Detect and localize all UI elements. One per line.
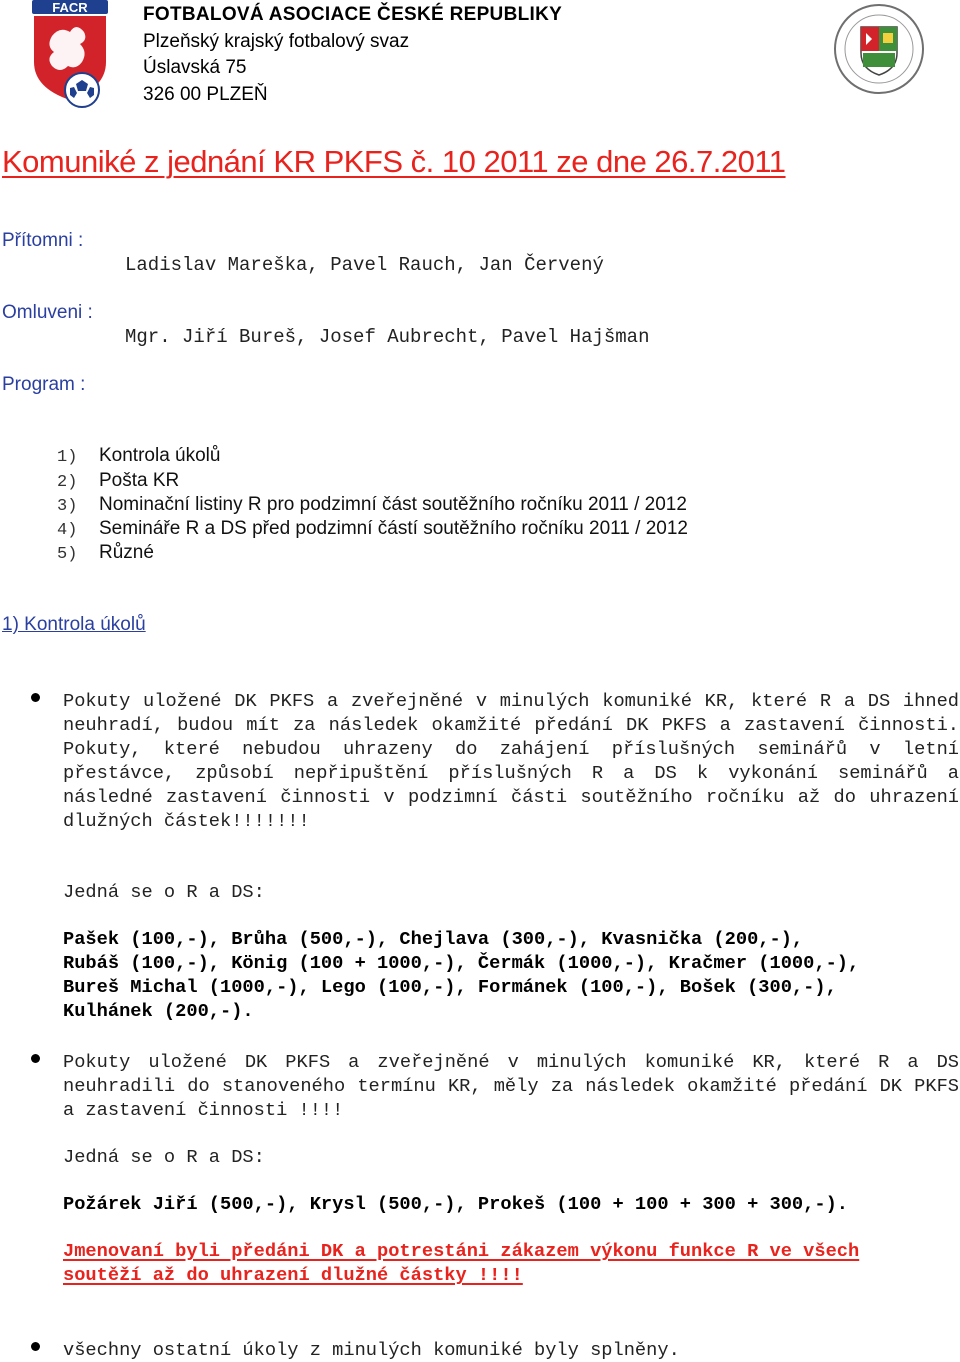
program-item-text: Semináře R a DS před podzimní částí soutěžního ročníku 2011 / 2012 xyxy=(99,518,688,539)
plzen-regional-fa-seal-icon xyxy=(833,3,925,95)
program-item-text: Nominační listiny R pro podzimní část soutěžního ročníku 2011 / 2012 xyxy=(99,494,687,515)
address-city: 326 00 PLZEŇ xyxy=(143,84,268,105)
referee-list-line: Pašek (100,-), Brůha (500,-), Chejlava (300,-), Kvasnička (200,-), xyxy=(63,928,804,950)
facr-logo-text: FACR xyxy=(52,0,88,15)
present-label: Přítomni : xyxy=(2,230,84,251)
referee-list-line: Bureš Michal (1000,-), Lego (100,-), Formánek (100,-), Bošek (300,-), xyxy=(63,976,837,998)
bullet-icon xyxy=(31,1054,40,1063)
program-item-text: Pošta KR xyxy=(99,470,180,491)
warning-line: soutěží až do uhrazení dlužné částky !!!! xyxy=(63,1264,523,1286)
program-item-number: 4) xyxy=(57,521,78,540)
facr-lion-logo-icon xyxy=(30,0,110,112)
warning-line: Jmenovaní byli předáni DK a potrestáni zákazem výkonu funkce R ve všech xyxy=(63,1240,860,1262)
bullet-icon xyxy=(31,693,40,702)
pkfs-seal-logo xyxy=(833,3,925,95)
program-item-text: Různé xyxy=(99,542,154,563)
referee-list-line: Kulhánek (200,-). xyxy=(63,1000,254,1022)
program-label: Program : xyxy=(2,374,86,395)
program-item-number: 3) xyxy=(57,497,78,516)
section-heading: 1) Kontrola úkolů xyxy=(2,614,146,635)
bullet-paragraph: všechny ostatní úkoly z minulých komuniké byly splněny. xyxy=(63,1339,680,1361)
present-names: Ladislav Mareška, Pavel Rauch, Jan Červený xyxy=(125,254,604,276)
sub-organization-name: Plzeňský krajský fotbalový svaz xyxy=(143,31,410,52)
facr-logo xyxy=(30,0,110,112)
program-item-number: 1) xyxy=(57,448,78,467)
address-street: Úslavská 75 xyxy=(143,57,247,78)
document-title: Komuniké z jednání KR PKFS č. 10 2011 ze dne 26.7.2011 xyxy=(2,144,786,179)
referee-list-line: Požárek Jiří (500,-), Krysl (500,-), Prokeš (100 + 100 + 300 + 300,-). xyxy=(63,1193,849,1215)
program-item-text: Kontrola úkolů xyxy=(99,445,221,466)
program-item-number: 2) xyxy=(57,473,78,492)
bullet-icon xyxy=(31,1342,40,1351)
organization-name: FOTBALOVÁ ASOCIACE ČESKÉ REPUBLIKY xyxy=(143,4,563,25)
program-item xyxy=(57,542,154,564)
program-item xyxy=(57,445,220,467)
excused-label: Omluveni : xyxy=(2,302,93,323)
program-item xyxy=(57,470,179,492)
excused-names: Mgr. Jiří Bureš, Josef Aubrecht, Pavel Hajšman xyxy=(125,326,650,348)
bullet-paragraph: Pokuty uložené DK PKFS a zveřejněné v minulých komuniké KR, které R a DS ihned neuhradí, budou mít za následek okamžité předání DK PKFS a zastavení činnosti. Pokuty, které nebudou uhrazeny do zahájení příslušných seminářů v letní přestávce, způsobí nepřipuštění příslušných R a DS k vykonání seminářů a následné zastavení činnosti v podzimní části soutěžního ročníku až do uhrazení dlužných částek!!!!!!! xyxy=(63,690,959,832)
program-item xyxy=(57,518,688,540)
referee-list-line: Rubáš (100,-), König (100 + 1000,-), Čermák (1000,-), Kračmer (1000,-), xyxy=(63,952,860,974)
list-subheading: Jedná se o R a DS: xyxy=(63,881,265,903)
program-item xyxy=(57,494,687,516)
list-subheading: Jedná se o R a DS: xyxy=(63,1146,265,1168)
program-item-number: 5) xyxy=(57,545,78,564)
bullet-paragraph: Pokuty uložené DK PKFS a zveřejněné v minulých komuniké KR, které R a DS neuhradili do stanoveného termínu KR, měly za následek okamžité předání DK PKFS a zastavení činnosti !!!! xyxy=(63,1051,959,1121)
